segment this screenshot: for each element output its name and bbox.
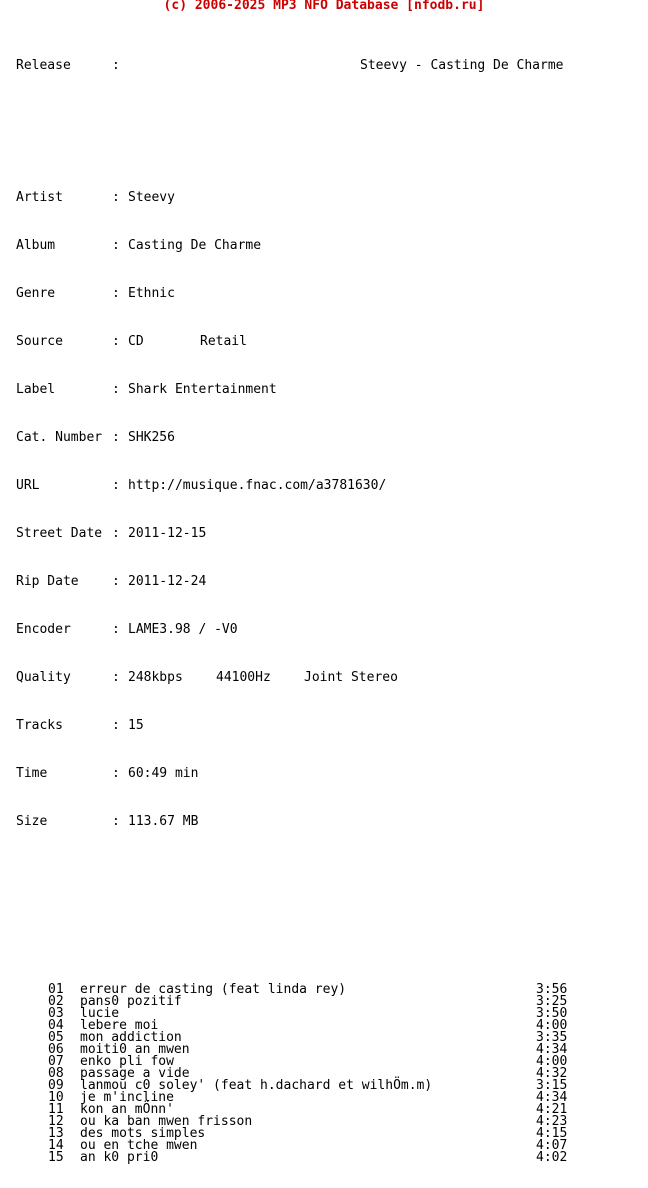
track-title: an k0 pri0 [80,1150,159,1165]
info-time [16,768,567,780]
track-number: 01 [48,982,64,997]
info-samplerate: 44100Hz [216,670,271,685]
info-key: Album [16,238,56,253]
track-duration: 3:35 [536,1030,568,1045]
info-separator: : [112,238,120,253]
track-row [48,1056,567,1068]
track-duration: 4:00 [536,1054,568,1069]
release-title: Steevy - Casting De Charme [360,58,564,73]
info-source [16,336,567,348]
track-row [48,1140,567,1152]
nfodb-banner: (c) 2006-2025 MP3 NFO Database [nfodb.ru] [163,0,485,13]
track-number: 08 [48,1066,64,1081]
track-row [48,1104,567,1116]
track-duration: 4:21 [536,1102,568,1117]
track-row [48,1080,567,1092]
info-key: URL [16,478,40,493]
track-title: des mots simples [80,1126,206,1141]
track-title: passage a vide [80,1066,190,1081]
info-value: 113.67 MB [128,814,199,829]
track-title: pans0 pozitif [80,994,182,1009]
track-duration: 4:00 [536,1018,568,1033]
info-genre [16,288,567,300]
info-album [16,240,567,252]
info-rip-date [16,576,567,588]
info-bitrate: 248kbps [128,670,183,685]
track-title: lucie [80,1006,120,1021]
info-key: Quality [16,670,71,685]
info-url [16,480,567,492]
info-separator: : [112,526,120,541]
track-number: 12 [48,1114,64,1129]
track-duration: 4:07 [536,1138,568,1153]
info-value-extra: Retail [200,334,247,349]
release-separator: : [112,58,120,73]
info-value: 15 [128,718,144,733]
track-duration: 4:15 [536,1126,568,1141]
track-duration: 4:34 [536,1042,568,1057]
track-number: 04 [48,1018,64,1033]
track-number: 07 [48,1054,64,1069]
track-number: 15 [48,1150,64,1165]
track-row [48,984,567,996]
info-value: 2011-12-15 [128,526,207,541]
info-size [16,816,567,828]
track-row [48,1152,567,1164]
track-row [48,1128,567,1140]
info-value: Casting De Charme [128,238,262,253]
info-encoder [16,624,567,636]
info-separator: : [112,814,120,829]
track-title: enko pli fow [80,1054,174,1069]
track-row [48,1116,567,1128]
track-title: erreur de casting (feat linda rey) [80,982,347,997]
info-value: Steevy [128,190,175,205]
info-separator: : [112,718,120,733]
info-value: SHK256 [128,430,175,445]
info-separator: : [112,286,120,301]
track-title: ou en tche mwen [80,1138,198,1153]
track-number: 05 [48,1030,64,1045]
info-value: Ethnic [128,286,175,301]
track-title: mon addiction [80,1030,182,1045]
info-key: Street Date [16,526,103,541]
tracklist [48,984,567,1164]
info-value: 2011-12-24 [128,574,207,589]
info-key: Tracks [16,718,63,733]
track-duration: 4:32 [536,1066,568,1081]
nfo-text [16,24,567,1188]
track-number: 09 [48,1078,64,1093]
info-separator: : [112,382,120,397]
track-row [48,996,567,1008]
info-key: Cat. Number [16,430,103,445]
info-value: 60:49 min [128,766,199,781]
info-key: Rip Date [16,574,79,589]
track-row [48,1020,567,1032]
track-duration: 3:25 [536,994,568,1009]
track-number: 03 [48,1006,64,1021]
info-value: LAME3.98 / -V0 [128,622,238,637]
release-line [16,60,567,72]
info-key: Artist [16,190,63,205]
info-label [16,384,567,396]
info-quality [16,672,567,684]
track-number: 02 [48,994,64,1009]
info-key: Size [16,814,48,829]
track-title: ou ka ban mwen frisson [80,1114,253,1129]
track-number: 06 [48,1042,64,1057]
track-title: moiti0 an mwen [80,1042,190,1057]
track-number: 10 [48,1090,64,1105]
info-tracks [16,720,567,732]
info-separator: : [112,622,120,637]
track-duration: 4:23 [536,1114,568,1129]
track-number: 11 [48,1102,64,1117]
track-row [48,1044,567,1056]
track-row [48,1008,567,1020]
info-value: CD [128,334,144,349]
info-value: Shark Entertainment [128,382,277,397]
track-duration: 4:02 [536,1150,568,1165]
info-cat-number [16,432,567,444]
track-number: 14 [48,1138,64,1153]
track-duration: 3:50 [536,1006,568,1021]
info-street-date [16,528,567,540]
track-title: lebere moi [80,1018,159,1033]
info-separator: : [112,766,120,781]
info-mode: Joint Stereo [304,670,398,685]
info-artist [16,192,567,204]
track-title: kon an mÖnn' [80,1102,174,1117]
info-separator: : [112,574,120,589]
info-key: Source [16,334,63,349]
track-title: lanmou c0 soley' (feat h.dachard et wilhÖm.m) [80,1078,433,1093]
track-row [48,1092,567,1104]
track-duration: 3:56 [536,982,568,997]
info-separator: : [112,478,120,493]
track-title: je m'incline [80,1090,174,1105]
release-label: Release [16,58,71,73]
info-separator: : [112,430,120,445]
info-key: Label [16,382,56,397]
info-key: Genre [16,286,56,301]
info-separator: : [112,190,120,205]
info-separator: : [112,670,120,685]
info-separator: : [112,334,120,349]
info-key: Time [16,766,48,781]
info-url-value: http://musique.fnac.com/a3781630/ [128,478,387,493]
track-row [48,1032,567,1044]
track-row [48,1068,567,1080]
track-duration: 4:34 [536,1090,568,1105]
track-number: 13 [48,1126,64,1141]
track-duration: 3:15 [536,1078,568,1093]
info-key: Encoder [16,622,71,637]
